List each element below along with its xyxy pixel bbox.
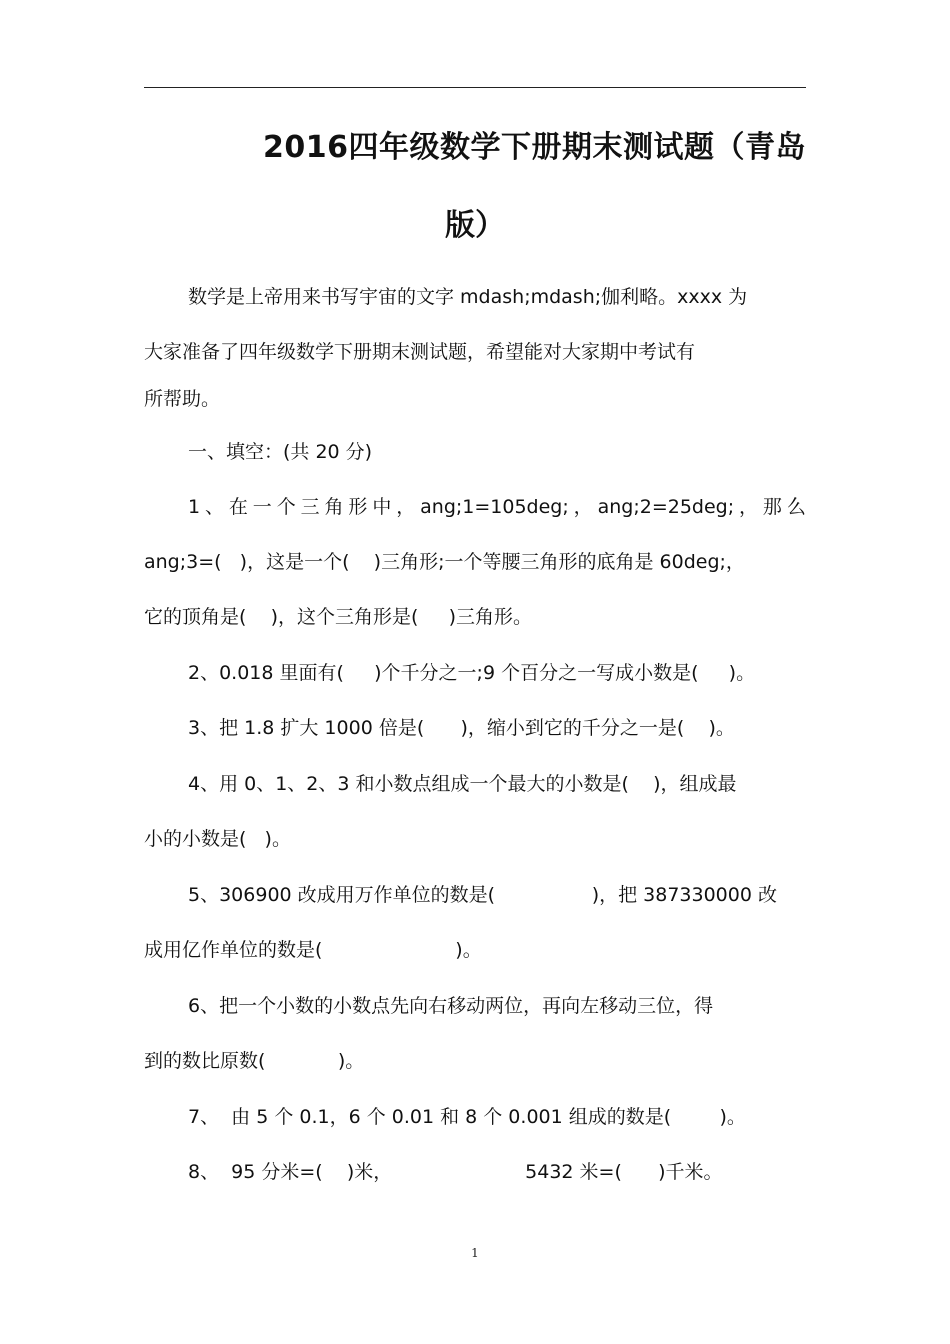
question-6-line-1: 6、把一个小数的小数点先向右移动两位，再向左移动三位，得 (188, 995, 714, 1017)
q1-word: 中 (372, 496, 392, 518)
question-6-line-2: 到的数比原数( )。 (144, 1050, 365, 1072)
question-7: 7、 由 5 个 0.1，6 个 0.01 和 8 个 0.001 组成的数是( )。 (188, 1106, 746, 1128)
q1-word: ang;2=25deg; (597, 496, 735, 518)
section-heading: 一、填空：(共 20 分) (188, 441, 373, 463)
question-1-line-3: 它的顶角是( )，这个三角形是( )三角形。 (144, 606, 533, 628)
question-1-line-1 (188, 494, 806, 520)
q1-word: 1 (188, 496, 201, 518)
q1-word: ， (396, 496, 416, 518)
q1-word: 么 (786, 496, 806, 518)
question-4-line-2: 小的小数是( )。 (144, 828, 291, 850)
q1-word: 那 (762, 496, 782, 518)
question-5-line-1: 5、306900 改成用万作单位的数是( )，把 387330000 改 (188, 884, 777, 906)
q1-word: ， (573, 496, 593, 518)
q1-word: 角 (324, 496, 344, 518)
header-rule (144, 87, 806, 88)
q1-word: 在 (228, 496, 248, 518)
question-2: 2、0.018 里面有( )个千分之一;9 个百分之一写成小数是( )。 (188, 662, 756, 684)
question-1-line-2: ang;3=( )，这是一个( )三角形;一个等腰三角形的底角是 60deg;， (144, 551, 745, 573)
intro-line-2: 大家准备了四年级数学下册期末测试题，希望能对大家期中考试有 (144, 341, 696, 363)
question-4-line-1: 4、用 0、1、2、3 和小数点组成一个最大的小数是( )，组成最 (188, 773, 737, 795)
q1-word: 个 (276, 496, 296, 518)
question-8: 8、 95 分米=( )米， 5432 米=( )千米。 (188, 1161, 723, 1183)
q1-word: 一 (252, 496, 272, 518)
intro-line-3: 所帮助。 (144, 388, 221, 410)
q1-word: ang;1=105deg; (420, 496, 569, 518)
question-3: 3、把 1.8 扩大 1000 倍是( )，缩小到它的千分之一是( )。 (188, 717, 735, 739)
q1-word: 、 (204, 496, 224, 518)
document-title-line-2: 版） (445, 208, 505, 243)
intro-line-1: 数学是上帝用来书写宇宙的文字 mdash;mdash;伽利略。xxxx 为 (188, 286, 748, 308)
q1-word: 三 (300, 496, 320, 518)
question-5-line-2: 成用亿作单位的数是( )。 (144, 939, 482, 961)
q1-word: ， (739, 496, 759, 518)
document-title-line-1: 2016四年级数学下册期末测试题（青岛 (263, 130, 806, 165)
q1-word: 形 (348, 496, 368, 518)
page-number: 1 (471, 1246, 479, 1260)
